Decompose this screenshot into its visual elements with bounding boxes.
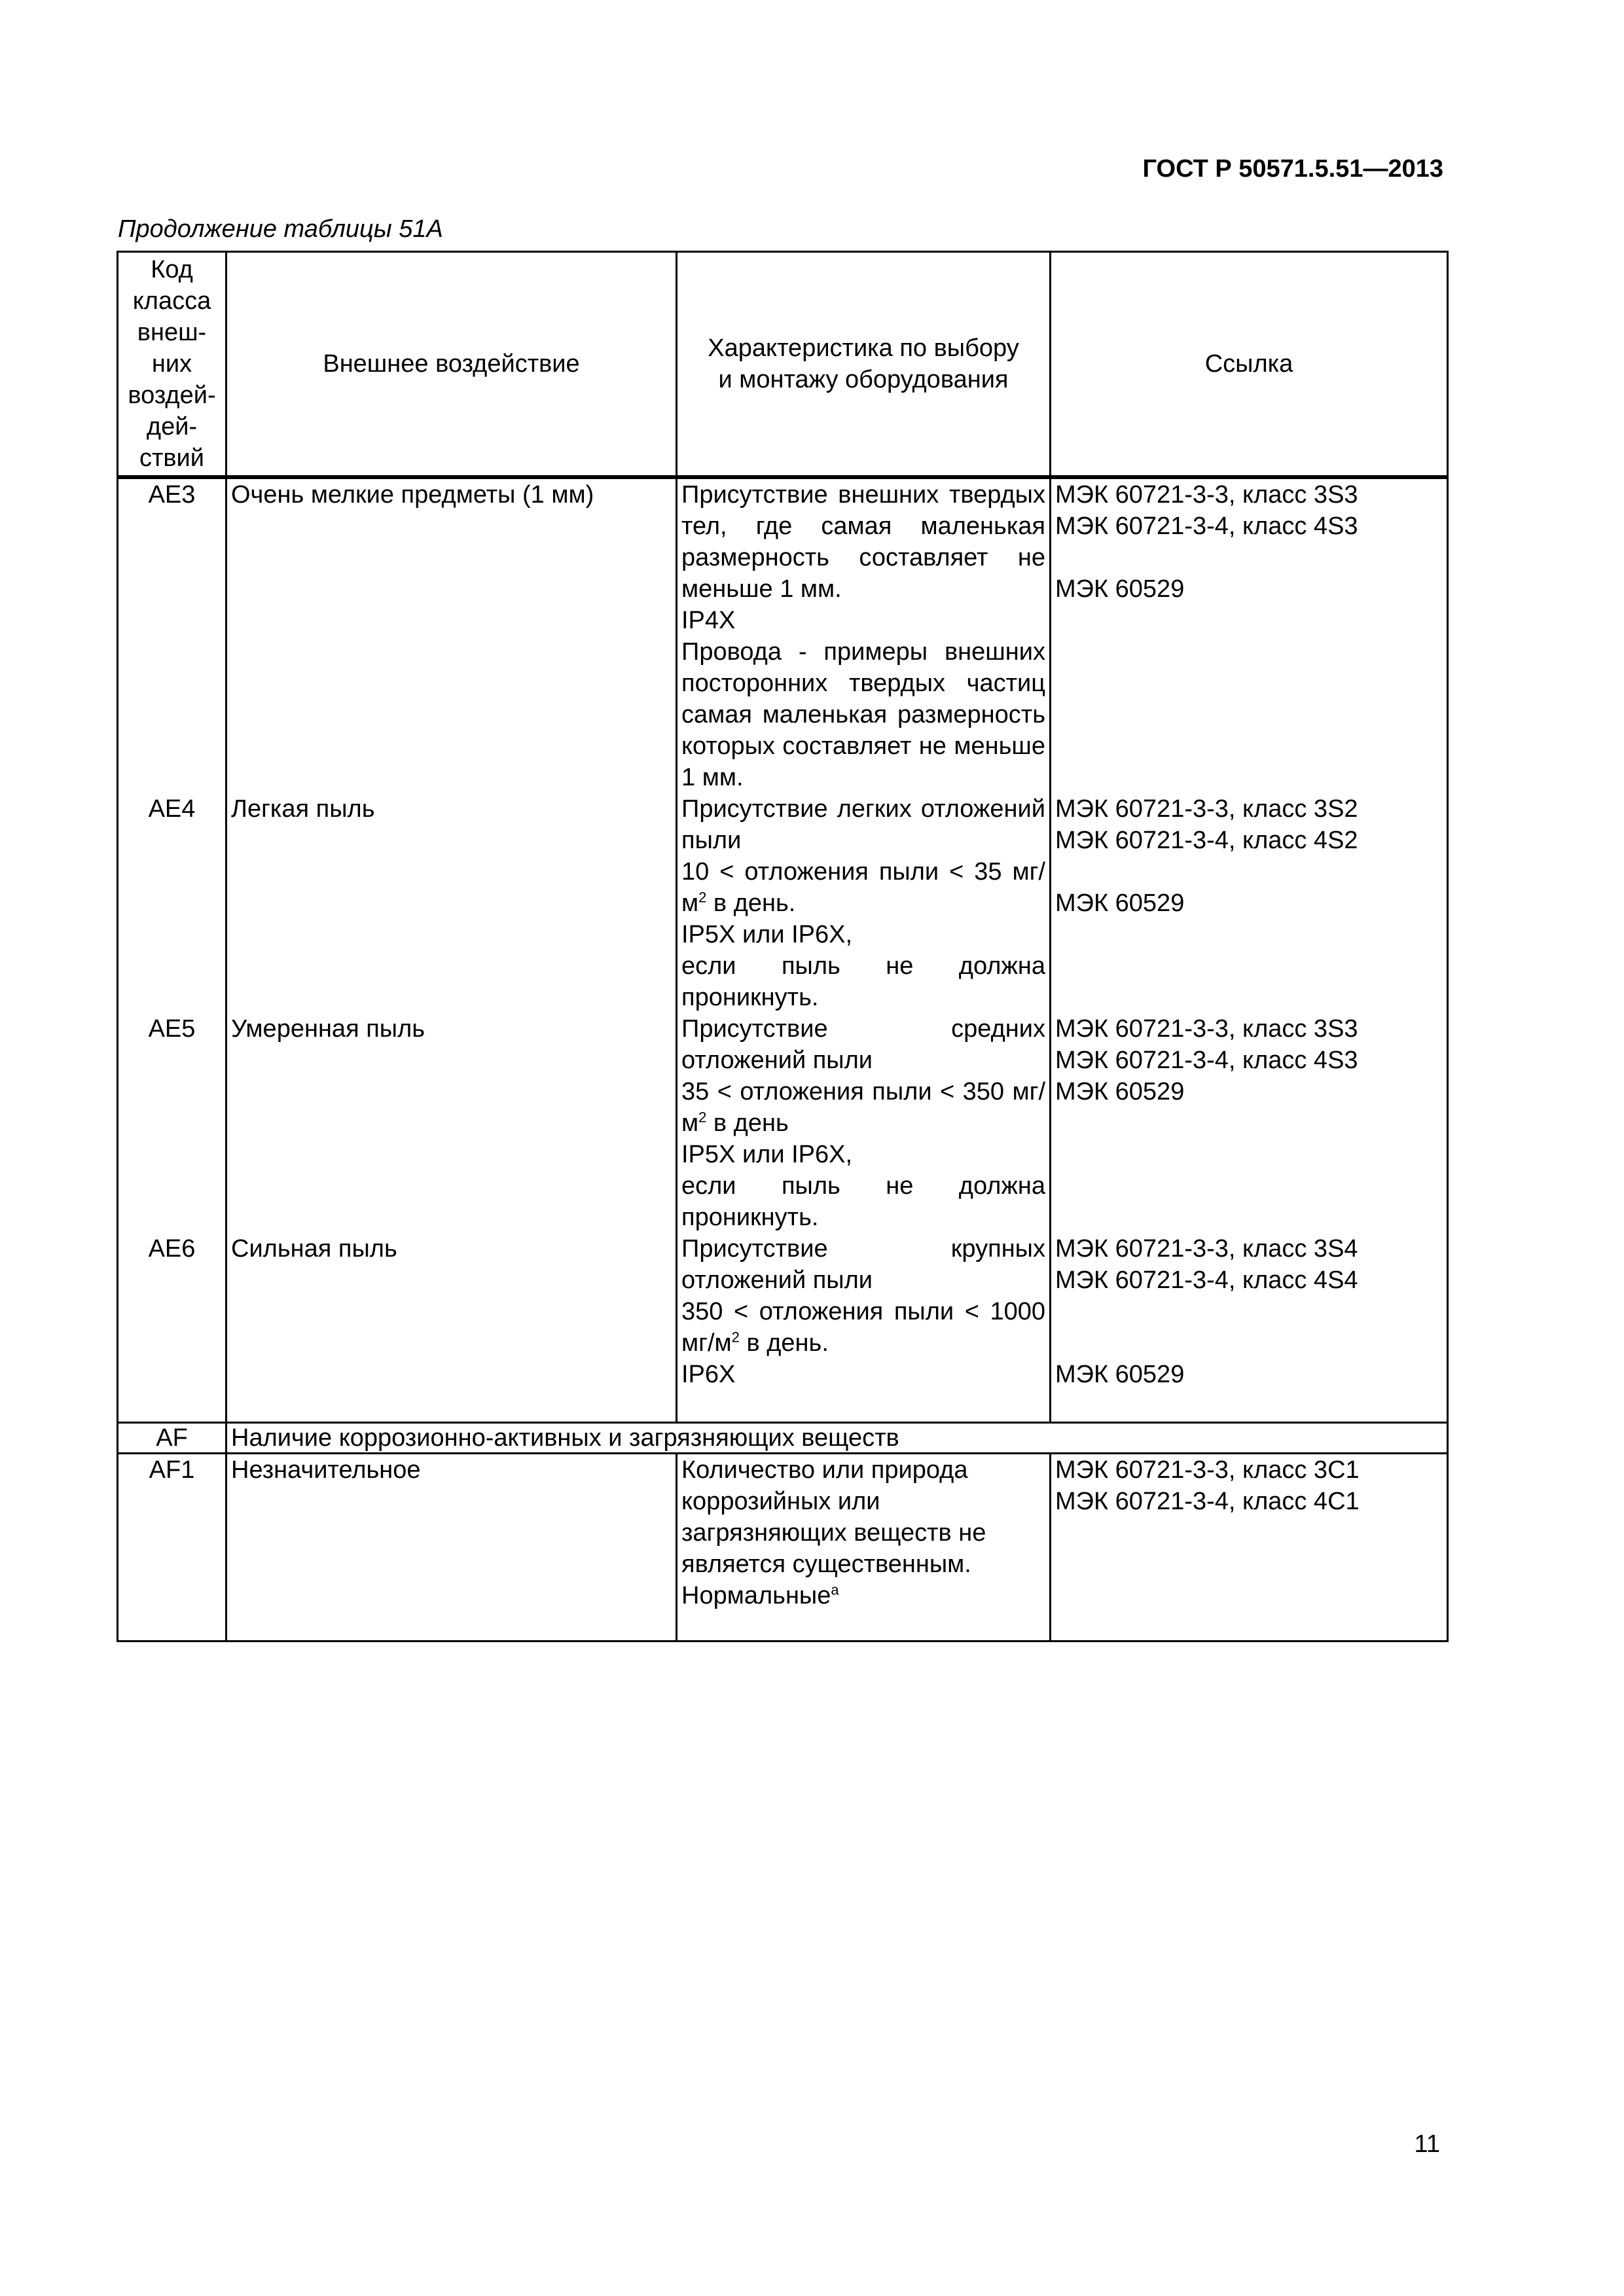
row-characteristic: Присутствие средних отложений пыли 35 < отложения пыли < 350 $мг/м^2$ в день IP5X или IP6X, если пыль не должна проникнуть. xyxy=(677,1013,1051,1233)
page-number: 11 xyxy=(1414,2130,1440,2158)
row-characteristic: Присутствие крупных отложений пыли 350 < отложения пыли < 1000 $мг/м^2$ в день. IP6X xyxy=(677,1233,1051,1423)
column-header-reference: Ссылка xyxy=(1051,252,1448,478)
column-header-impact: Внешнее воздействие xyxy=(226,252,677,478)
row-code: AF xyxy=(118,1423,226,1454)
row-code: АЕ4 xyxy=(118,793,226,1013)
row-code: АЕ6 xyxy=(118,1233,226,1423)
table-row-ae4 xyxy=(118,793,1448,1013)
row-code: АЕ5 xyxy=(118,1013,226,1233)
row-reference: МЭК 60721-3-3, класс 3S4 МЭК 60721-3-4, класс 4S4 МЭК 60529 xyxy=(1051,1233,1448,1423)
group-title: Наличие коррозионно-активных и загрязняющих веществ xyxy=(226,1423,1448,1454)
row-reference: МЭК 60721-3-3, класс 3S3 МЭК 60721-3-4, класс 4S3 МЭК 60529 xyxy=(1051,477,1448,793)
row-code: AF1 xyxy=(118,1454,226,1641)
row-impact: Сильная пыль xyxy=(226,1233,677,1423)
row-characteristic: Присутствие внешних твердых тел, где самая маленькая размерность составляет не меньше 1 мм. IP4X Провода - примеры внешних посторонних твердых частиц самая маленькая размерность которых составляет не меньше 1 мм. xyxy=(677,477,1051,793)
column-header-code: Код класса внеш- них воздей- дей- ствий xyxy=(118,252,226,478)
column-header-characteristic: Характеристика по выбору и монтажу оборудования xyxy=(677,252,1051,478)
row-impact: Умеренная пыль xyxy=(226,1013,677,1233)
row-code: АЕ3 xyxy=(118,477,226,793)
row-reference: МЭК 60721-3-3, класс 3С1 МЭК 60721-3-4, класс 4С1 xyxy=(1051,1454,1448,1641)
table-row-af-group xyxy=(118,1423,1448,1454)
table-row-af1 xyxy=(118,1454,1448,1641)
row-impact: Очень мелкие предметы (1 мм) xyxy=(226,477,677,793)
table-caption: Продолжение таблицы 51А xyxy=(118,215,443,243)
document-header: ГОСТ Р 50571.5.51—2013 xyxy=(1142,155,1443,183)
external-influences-table xyxy=(117,251,1449,1642)
row-reference: МЭК 60721-3-3, класс 3S2 МЭК 60721-3-4, класс 4S2 МЭК 60529 xyxy=(1051,793,1448,1013)
table-row-ae5 xyxy=(118,1013,1448,1233)
table-row-ae6 xyxy=(118,1233,1448,1423)
row-characteristic: Присутствие легких отложений пыли 10 < отложения пыли < 35 $мг/м^2$ в день. IP5X или IP6X, если пыль не должна проникнуть. xyxy=(677,793,1051,1013)
row-characteristic: Количество или природа коррозийных или загрязняющих веществ не является существенным. Нормальные$^а$ xyxy=(677,1454,1051,1641)
row-reference: МЭК 60721-3-3, класс 3S3 МЭК 60721-3-4, класс 4S3 МЭК 60529 xyxy=(1051,1013,1448,1233)
table-row-ae3 xyxy=(118,477,1448,793)
row-impact: Незначительное xyxy=(226,1454,677,1641)
header-row xyxy=(118,252,1448,478)
row-impact: Легкая пыль xyxy=(226,793,677,1013)
